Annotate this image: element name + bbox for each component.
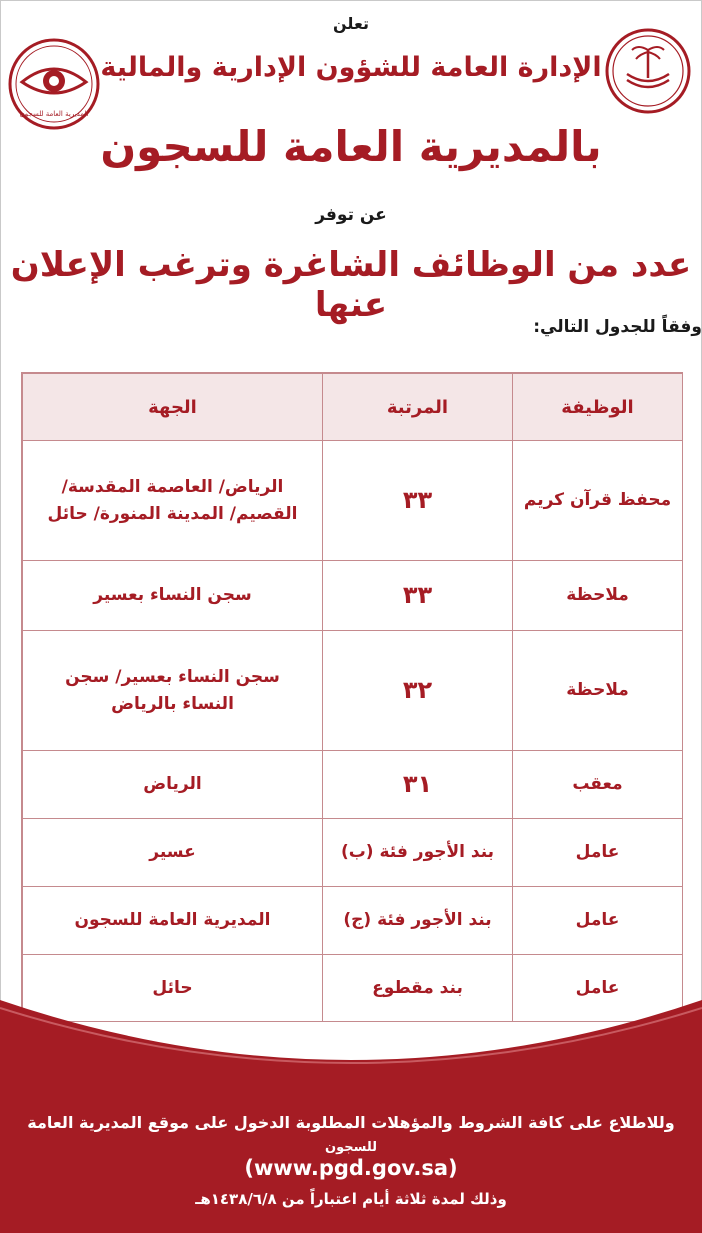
cell-destination <box>23 631 323 751</box>
table-row <box>23 887 683 955</box>
header-destination: الجهة <box>23 374 323 441</box>
cell-destination: حائل <box>23 955 323 1022</box>
footer-line2: للسجون <box>324 1140 378 1155</box>
palm-icon <box>632 47 664 78</box>
destination-line: القصيم/ المدينة المنورة/ حائل <box>47 503 298 524</box>
cell-destination: عسير <box>23 819 323 887</box>
destination-line: النساء بالرياض <box>111 693 234 714</box>
header-job: الوظيفة <box>513 374 683 441</box>
cell-rank: ٣٢ <box>323 631 513 751</box>
header-rank: المرتبة <box>323 374 513 441</box>
admin-title: الإدارة العامة للشؤون الإدارية والمالية <box>100 52 602 83</box>
cell-destination <box>23 441 323 561</box>
cell-rank: بند الأجور فئة (ج) <box>323 887 513 955</box>
cell-job: ملاحظة <box>513 561 683 631</box>
logo-caption: المديرية العامة للسجون <box>19 110 89 118</box>
table-row <box>23 441 683 561</box>
according-text: وفقاً للجدول التالي: <box>533 317 702 337</box>
destination-line: الرياض/ العاصمة المقدسة/ <box>61 477 284 498</box>
announcement-header <box>0 0 702 360</box>
footer-line4: وذلك لمدة ثلاثة أيام اعتباراً من ١٤٣٨/٦/٨هـ <box>195 1190 507 1208</box>
table-row <box>23 561 683 631</box>
directorate-title: بالمديرية العامة للسجون <box>100 122 602 171</box>
cell-destination: سجن النساء بعسير <box>23 561 323 631</box>
about-text: عن توفر <box>315 205 387 225</box>
ministry-emblem-logo <box>605 28 691 114</box>
cell-job: عامل <box>513 955 683 1022</box>
cell-rank: ٣٣ <box>323 441 513 561</box>
prisons-directorate-logo <box>8 38 100 130</box>
cell-rank: ٣٣ <box>323 561 513 631</box>
cell-job: عامل <box>513 887 683 955</box>
cell-job: معقب <box>513 751 683 819</box>
cell-rank: ٣١ <box>323 751 513 819</box>
cell-rank: بند الأجور فئة (ب) <box>323 819 513 887</box>
cell-job: محفظ قرآن كريم <box>513 441 683 561</box>
cell-job: ملاحظة <box>513 631 683 751</box>
cell-job: عامل <box>513 819 683 887</box>
table-header-row <box>23 374 683 441</box>
table-row <box>23 819 683 887</box>
cell-destination: المديرية العامة للسجون <box>23 887 323 955</box>
vacancy-table <box>21 372 683 1022</box>
footer-line1: وللاطلاع على كافة الشروط والمؤهلات المطلوبة الدخول على موقع المديرية العامة <box>27 1113 675 1132</box>
footer-url[interactable]: (www.pgd.gov.sa) <box>244 1156 458 1180</box>
table-row <box>23 751 683 819</box>
table-row <box>23 631 683 751</box>
cell-rank: بند مقطوع <box>323 955 513 1022</box>
cell-destination: الرياض <box>23 751 323 819</box>
vacancy-headline: عدد من الوظائف الشاغرة وترغب الإعلان عنها <box>10 245 692 325</box>
destination-line: سجن النساء بعسير/ سجن <box>65 667 280 688</box>
announces-text: تعلن <box>333 14 369 33</box>
